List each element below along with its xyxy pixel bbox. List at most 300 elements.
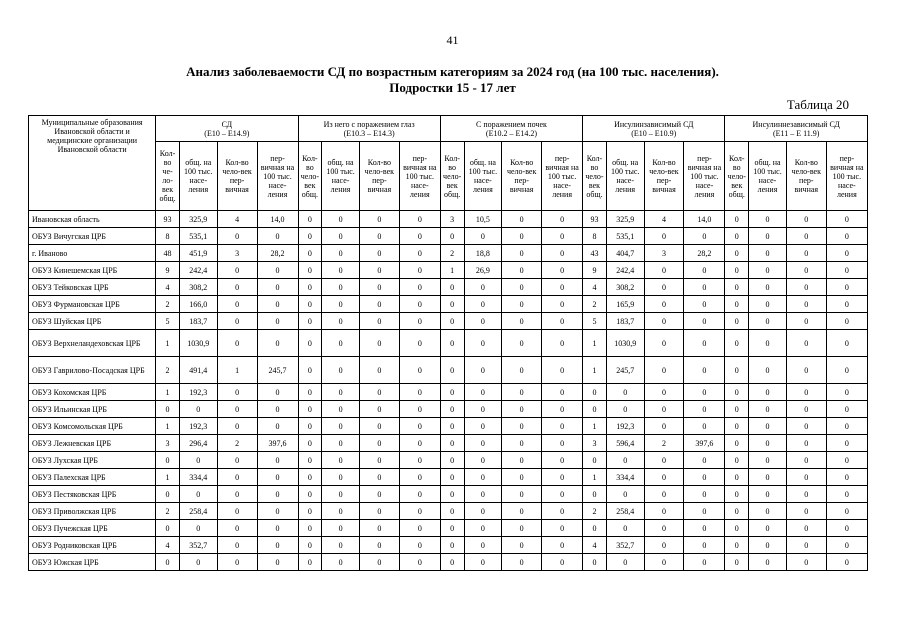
table-cell: 8 bbox=[583, 228, 607, 245]
table-cell: 0 bbox=[786, 401, 826, 418]
table-cell: 0 bbox=[826, 330, 867, 357]
table-cell: 0 bbox=[359, 503, 399, 520]
table-cell: 0 bbox=[786, 245, 826, 262]
table-row bbox=[29, 503, 868, 520]
table-cell: 0 bbox=[826, 357, 867, 384]
table-cell: 10,5 bbox=[464, 211, 502, 228]
header-subcolumn: Кол-во чело-век общ. bbox=[583, 142, 607, 211]
table-cell: 0 bbox=[298, 357, 322, 384]
table-row bbox=[29, 486, 868, 503]
table-cell: 0 bbox=[644, 486, 684, 503]
table-cell: 0 bbox=[322, 211, 360, 228]
table-cell: 0 bbox=[440, 554, 464, 571]
table-cell: 0 bbox=[298, 418, 322, 435]
table-cell: 0 bbox=[606, 486, 644, 503]
row-name: ОБУЗ Лухская ЦРБ bbox=[29, 452, 156, 469]
table-cell: 258,4 bbox=[606, 503, 644, 520]
table-cell: 0 bbox=[464, 520, 502, 537]
table-cell: 0 bbox=[826, 452, 867, 469]
table-cell: 0 bbox=[298, 537, 322, 554]
table-cell: 0 bbox=[156, 401, 180, 418]
table-cell: 0 bbox=[502, 211, 542, 228]
table-cell: 308,2 bbox=[606, 279, 644, 296]
table-cell: 0 bbox=[464, 313, 502, 330]
table-cell: 0 bbox=[644, 401, 684, 418]
header-subcolumn: Кол-во чело-век пер-вичная bbox=[359, 142, 399, 211]
table-cell: 0 bbox=[502, 313, 542, 330]
table-cell: 4 bbox=[583, 279, 607, 296]
table-cell: 0 bbox=[749, 486, 787, 503]
table-cell: 0 bbox=[322, 228, 360, 245]
header-group-code: (Е10 – Е14.9) bbox=[204, 128, 250, 138]
table-cell: 4 bbox=[583, 537, 607, 554]
table-cell: 1030,9 bbox=[606, 330, 644, 357]
table-cell: 0 bbox=[786, 486, 826, 503]
table-cell: 0 bbox=[583, 401, 607, 418]
incidence-table bbox=[28, 115, 868, 571]
table-cell: 0 bbox=[399, 313, 440, 330]
table-cell: 2 bbox=[217, 435, 257, 452]
table-cell: 0 bbox=[257, 296, 298, 313]
table-cell: 0 bbox=[298, 469, 322, 486]
row-name: ОБУЗ Верхнеландеховская ЦРБ bbox=[29, 330, 156, 357]
table-row bbox=[29, 279, 868, 296]
table-row bbox=[29, 520, 868, 537]
table-cell: 0 bbox=[298, 435, 322, 452]
table-cell: 334,4 bbox=[179, 469, 217, 486]
table-cell: 0 bbox=[606, 520, 644, 537]
table-row bbox=[29, 313, 868, 330]
table-cell: 0 bbox=[749, 503, 787, 520]
table-cell: 0 bbox=[217, 537, 257, 554]
table-cell: 0 bbox=[542, 296, 583, 313]
table-cell: 0 bbox=[502, 469, 542, 486]
table-cell: 0 bbox=[464, 357, 502, 384]
table-cell: 0 bbox=[725, 330, 749, 357]
table-cell: 0 bbox=[322, 313, 360, 330]
row-name: ОБУЗ Кохомская ЦРБ bbox=[29, 384, 156, 401]
table-cell: 0 bbox=[749, 554, 787, 571]
table-cell: 1 bbox=[156, 330, 180, 357]
table-cell: 0 bbox=[399, 228, 440, 245]
table-cell: 0 bbox=[179, 554, 217, 571]
table-cell: 0 bbox=[502, 401, 542, 418]
header-subcolumn: общ. на 100 тыс. насе-ления bbox=[749, 142, 787, 211]
table-cell: 1 bbox=[583, 357, 607, 384]
table-cell: 0 bbox=[826, 435, 867, 452]
table-cell: 0 bbox=[684, 537, 725, 554]
table-cell: 0 bbox=[826, 279, 867, 296]
table-cell: 0 bbox=[179, 452, 217, 469]
header-subcolumn: общ. на 100 тыс. насе-ления bbox=[606, 142, 644, 211]
table-cell: 0 bbox=[606, 452, 644, 469]
table-cell: 0 bbox=[217, 503, 257, 520]
table-cell: 0 bbox=[644, 520, 684, 537]
table-cell: 0 bbox=[217, 401, 257, 418]
table-cell: 192,3 bbox=[179, 384, 217, 401]
header-subcolumn: пер-вичная на 100 тыс. насе-ления bbox=[399, 142, 440, 211]
table-cell: 0 bbox=[257, 520, 298, 537]
table-cell: 0 bbox=[583, 452, 607, 469]
table-cell: 0 bbox=[684, 486, 725, 503]
table-cell: 0 bbox=[440, 228, 464, 245]
table-cell: 258,4 bbox=[179, 503, 217, 520]
table-cell: 2 bbox=[156, 357, 180, 384]
table-cell: 0 bbox=[684, 296, 725, 313]
header-subcolumn: Кол-во чело-век пер-вичная bbox=[786, 142, 826, 211]
table-cell: 2 bbox=[644, 435, 684, 452]
table-cell: 0 bbox=[684, 452, 725, 469]
table-cell: 0 bbox=[359, 401, 399, 418]
table-row bbox=[29, 418, 868, 435]
table-cell: 0 bbox=[298, 211, 322, 228]
table-cell: 325,9 bbox=[606, 211, 644, 228]
table-cell: 0 bbox=[322, 384, 360, 401]
table-cell: 0 bbox=[440, 401, 464, 418]
row-name: ОБУЗ Кинешемская ЦРБ bbox=[29, 262, 156, 279]
table-cell: 0 bbox=[399, 452, 440, 469]
table-cell: 0 bbox=[298, 279, 322, 296]
table-cell: 404,7 bbox=[606, 245, 644, 262]
header-group bbox=[583, 116, 725, 142]
table-cell: 0 bbox=[749, 262, 787, 279]
table-cell: 0 bbox=[542, 418, 583, 435]
table-cell: 0 bbox=[725, 211, 749, 228]
table-cell: 0 bbox=[257, 279, 298, 296]
table-cell: 0 bbox=[399, 554, 440, 571]
table-cell: 0 bbox=[749, 452, 787, 469]
table-row bbox=[29, 357, 868, 384]
table-cell: 0 bbox=[826, 503, 867, 520]
table-cell: 0 bbox=[725, 503, 749, 520]
table-cell: 325,9 bbox=[179, 211, 217, 228]
table-cell: 0 bbox=[644, 418, 684, 435]
table-cell: 1 bbox=[583, 330, 607, 357]
table-cell: 0 bbox=[583, 520, 607, 537]
table-cell: 0 bbox=[440, 452, 464, 469]
table-cell: 0 bbox=[749, 296, 787, 313]
table-cell: 0 bbox=[749, 357, 787, 384]
row-name: ОБУЗ Пучежская ЦРБ bbox=[29, 520, 156, 537]
table-cell: 535,1 bbox=[179, 228, 217, 245]
table-row bbox=[29, 262, 868, 279]
table-cell: 166,0 bbox=[179, 296, 217, 313]
table-cell: 0 bbox=[399, 262, 440, 279]
table-cell: 1030,9 bbox=[179, 330, 217, 357]
table-cell: 245,7 bbox=[606, 357, 644, 384]
table-cell: 0 bbox=[725, 520, 749, 537]
row-name: ОБУЗ Родниковская ЦРБ bbox=[29, 537, 156, 554]
table-cell: 0 bbox=[359, 384, 399, 401]
table-cell: 0 bbox=[644, 296, 684, 313]
table-cell: 0 bbox=[826, 520, 867, 537]
document-title bbox=[0, 64, 905, 96]
row-name: ОБУЗ Пестяковская ЦРБ bbox=[29, 486, 156, 503]
header-org: Муниципальные образования Ивановской области и медицинские организации Ивановской области bbox=[29, 116, 156, 211]
table-cell: 0 bbox=[725, 228, 749, 245]
table-cell: 0 bbox=[399, 520, 440, 537]
table-cell: 0 bbox=[359, 313, 399, 330]
table-row bbox=[29, 211, 868, 228]
table-cell: 397,6 bbox=[257, 435, 298, 452]
header-subcolumn: Кол-во чело-век пер-вичная bbox=[644, 142, 684, 211]
table-row bbox=[29, 245, 868, 262]
table-cell: 0 bbox=[464, 296, 502, 313]
row-name: ОБУЗ Вичугская ЦРБ bbox=[29, 228, 156, 245]
title-line-2: Подростки 15 - 17 лет bbox=[389, 80, 516, 95]
table-cell: 0 bbox=[725, 384, 749, 401]
table-cell: 0 bbox=[257, 503, 298, 520]
table-cell: 0 bbox=[322, 486, 360, 503]
header-group-name: Инсулинзависимый СД bbox=[614, 119, 694, 129]
table-cell: 0 bbox=[322, 296, 360, 313]
table-cell: 3 bbox=[217, 245, 257, 262]
table-cell: 596,4 bbox=[606, 435, 644, 452]
table-cell: 0 bbox=[257, 330, 298, 357]
table-cell: 0 bbox=[786, 452, 826, 469]
table-cell: 0 bbox=[684, 384, 725, 401]
table-cell: 0 bbox=[684, 357, 725, 384]
table-cell: 0 bbox=[399, 486, 440, 503]
table-cell: 0 bbox=[684, 330, 725, 357]
table-cell: 0 bbox=[725, 296, 749, 313]
table-cell: 242,4 bbox=[179, 262, 217, 279]
table-cell: 0 bbox=[644, 469, 684, 486]
table-cell: 0 bbox=[502, 452, 542, 469]
table-row bbox=[29, 296, 868, 313]
table-cell: 5 bbox=[156, 313, 180, 330]
table-cell: 1 bbox=[156, 469, 180, 486]
table-cell: 0 bbox=[322, 330, 360, 357]
table-cell: 0 bbox=[749, 330, 787, 357]
table-cell: 0 bbox=[826, 486, 867, 503]
table-cell: 0 bbox=[644, 384, 684, 401]
header-subcolumn: общ. на 100 тыс. насе-ления bbox=[179, 142, 217, 211]
table-cell: 0 bbox=[399, 401, 440, 418]
table-cell: 0 bbox=[502, 503, 542, 520]
table-cell: 0 bbox=[464, 469, 502, 486]
row-name: Ивановская область bbox=[29, 211, 156, 228]
table-cell: 0 bbox=[217, 384, 257, 401]
table-cell: 0 bbox=[298, 401, 322, 418]
table-row bbox=[29, 452, 868, 469]
table-cell: 8 bbox=[156, 228, 180, 245]
table-cell: 0 bbox=[464, 401, 502, 418]
header-group-name: Из него с поражением глаз bbox=[323, 119, 415, 129]
table-cell: 0 bbox=[826, 313, 867, 330]
table-cell: 0 bbox=[440, 469, 464, 486]
table-cell: 93 bbox=[156, 211, 180, 228]
row-name: ОБУЗ Шуйская ЦРБ bbox=[29, 313, 156, 330]
row-name: ОБУЗ Лежневская ЦРБ bbox=[29, 435, 156, 452]
table-cell: 0 bbox=[786, 330, 826, 357]
header-subcolumn: Кол-во чело-век пер-вичная bbox=[217, 142, 257, 211]
table-cell: 0 bbox=[440, 520, 464, 537]
table-cell: 0 bbox=[725, 401, 749, 418]
table-cell: 0 bbox=[502, 537, 542, 554]
table-cell: 0 bbox=[257, 384, 298, 401]
header-group bbox=[725, 116, 868, 142]
table-cell: 0 bbox=[749, 469, 787, 486]
table-cell: 0 bbox=[359, 211, 399, 228]
table-row bbox=[29, 330, 868, 357]
table-cell: 0 bbox=[502, 520, 542, 537]
table-cell: 0 bbox=[749, 435, 787, 452]
table-cell: 0 bbox=[826, 296, 867, 313]
table-cell: 0 bbox=[322, 554, 360, 571]
table-cell: 0 bbox=[399, 211, 440, 228]
table-cell: 0 bbox=[786, 469, 826, 486]
table-cell: 0 bbox=[399, 330, 440, 357]
table-row bbox=[29, 401, 868, 418]
table-cell: 0 bbox=[217, 486, 257, 503]
table-cell: 0 bbox=[684, 520, 725, 537]
table-cell: 14,0 bbox=[257, 211, 298, 228]
table-cell: 192,3 bbox=[179, 418, 217, 435]
table-cell: 0 bbox=[749, 537, 787, 554]
table-cell: 0 bbox=[725, 279, 749, 296]
table-cell: 0 bbox=[217, 520, 257, 537]
table-cell: 352,7 bbox=[179, 537, 217, 554]
header-subcolumn: пер-вичная на 100 тыс. насе-ления bbox=[542, 142, 583, 211]
table-cell: 2 bbox=[156, 296, 180, 313]
table-cell: 0 bbox=[156, 520, 180, 537]
table-cell: 0 bbox=[217, 554, 257, 571]
table-cell: 242,4 bbox=[606, 262, 644, 279]
table-cell: 0 bbox=[725, 262, 749, 279]
table-cell: 0 bbox=[464, 503, 502, 520]
table-cell: 2 bbox=[583, 503, 607, 520]
table-cell: 0 bbox=[502, 357, 542, 384]
table-cell: 0 bbox=[684, 418, 725, 435]
header-group-name: СД bbox=[221, 119, 233, 129]
table-cell: 1 bbox=[583, 418, 607, 435]
header-group-code: (Е11 – Е 11.9) bbox=[772, 128, 820, 138]
table-cell: 0 bbox=[359, 245, 399, 262]
table-cell: 0 bbox=[725, 452, 749, 469]
table-cell: 0 bbox=[322, 520, 360, 537]
table-cell: 0 bbox=[322, 469, 360, 486]
table-cell: 0 bbox=[684, 279, 725, 296]
table-cell: 0 bbox=[322, 245, 360, 262]
table-cell: 0 bbox=[826, 554, 867, 571]
table-cell: 0 bbox=[217, 296, 257, 313]
table-cell: 0 bbox=[542, 503, 583, 520]
row-name: ОБУЗ Тейковская ЦРБ bbox=[29, 279, 156, 296]
table-cell: 0 bbox=[826, 228, 867, 245]
header-subcolumn: пер-вичная на 100 тыс. насе-ления bbox=[257, 142, 298, 211]
header-subcolumn: общ. на 100 тыс. насе-ления bbox=[322, 142, 360, 211]
table-cell: 5 bbox=[583, 313, 607, 330]
table-cell: 0 bbox=[644, 313, 684, 330]
table-cell: 0 bbox=[725, 554, 749, 571]
table-cell: 0 bbox=[298, 245, 322, 262]
table-cell: 0 bbox=[440, 357, 464, 384]
table-cell: 14,0 bbox=[684, 211, 725, 228]
page-number: 41 bbox=[446, 33, 459, 47]
table-cell: 0 bbox=[542, 401, 583, 418]
table-cell: 0 bbox=[786, 435, 826, 452]
table-cell: 0 bbox=[359, 279, 399, 296]
row-name: ОБУЗ Ильинская ЦРБ bbox=[29, 401, 156, 418]
table-cell: 0 bbox=[322, 262, 360, 279]
table-cell: 0 bbox=[359, 520, 399, 537]
row-name: ОБУЗ Южская ЦРБ bbox=[29, 554, 156, 571]
table-cell: 0 bbox=[542, 357, 583, 384]
table-cell: 192,3 bbox=[606, 418, 644, 435]
table-cell: 0 bbox=[464, 435, 502, 452]
table-cell: 0 bbox=[542, 435, 583, 452]
table-cell: 0 bbox=[542, 313, 583, 330]
table-cell: 0 bbox=[464, 486, 502, 503]
table-cell: 0 bbox=[583, 486, 607, 503]
table-cell: 0 bbox=[786, 537, 826, 554]
table-cell: 4 bbox=[156, 279, 180, 296]
row-name: г. Иваново bbox=[29, 245, 156, 262]
table-cell: 0 bbox=[440, 418, 464, 435]
table-cell: 3 bbox=[156, 435, 180, 452]
table-cell: 0 bbox=[725, 435, 749, 452]
table-cell: 0 bbox=[399, 418, 440, 435]
table-cell: 0 bbox=[298, 313, 322, 330]
table-cell: 0 bbox=[359, 435, 399, 452]
table-cell: 0 bbox=[502, 296, 542, 313]
table-cell: 0 bbox=[502, 262, 542, 279]
table-cell: 0 bbox=[826, 262, 867, 279]
table-cell: 0 bbox=[786, 520, 826, 537]
table-cell: 0 bbox=[156, 452, 180, 469]
table-cell: 0 bbox=[725, 469, 749, 486]
table-cell: 0 bbox=[464, 452, 502, 469]
table-cell: 0 bbox=[156, 554, 180, 571]
table-cell: 0 bbox=[725, 418, 749, 435]
table-cell: 0 bbox=[502, 245, 542, 262]
header-group bbox=[440, 116, 582, 142]
table-cell: 18,8 bbox=[464, 245, 502, 262]
table-cell: 1 bbox=[156, 418, 180, 435]
table-cell: 0 bbox=[440, 503, 464, 520]
table-cell: 0 bbox=[464, 537, 502, 554]
table-cell: 0 bbox=[583, 554, 607, 571]
header-group-code: (Е10.3 – Е14.3) bbox=[343, 128, 395, 138]
table-cell: 0 bbox=[179, 486, 217, 503]
table-cell: 165,9 bbox=[606, 296, 644, 313]
table-cell: 0 bbox=[322, 452, 360, 469]
table-cell: 0 bbox=[542, 537, 583, 554]
table-cell: 0 bbox=[257, 228, 298, 245]
table-cell: 0 bbox=[217, 418, 257, 435]
table-cell: 0 bbox=[399, 503, 440, 520]
table-cell: 0 bbox=[725, 245, 749, 262]
table-cell: 0 bbox=[786, 384, 826, 401]
table-cell: 0 bbox=[399, 357, 440, 384]
table-cell: 0 bbox=[399, 384, 440, 401]
table-cell: 0 bbox=[644, 262, 684, 279]
table-cell: 0 bbox=[826, 418, 867, 435]
table-cell: 0 bbox=[542, 262, 583, 279]
table-cell: 0 bbox=[464, 330, 502, 357]
table-cell: 0 bbox=[257, 313, 298, 330]
table-cell: 0 bbox=[257, 469, 298, 486]
table-cell: 0 bbox=[542, 228, 583, 245]
table-cell: 0 bbox=[359, 418, 399, 435]
table-row bbox=[29, 469, 868, 486]
table-cell: 0 bbox=[786, 262, 826, 279]
table-row bbox=[29, 435, 868, 452]
table-cell: 1 bbox=[217, 357, 257, 384]
table-cell: 0 bbox=[502, 279, 542, 296]
table-cell: 0 bbox=[399, 279, 440, 296]
